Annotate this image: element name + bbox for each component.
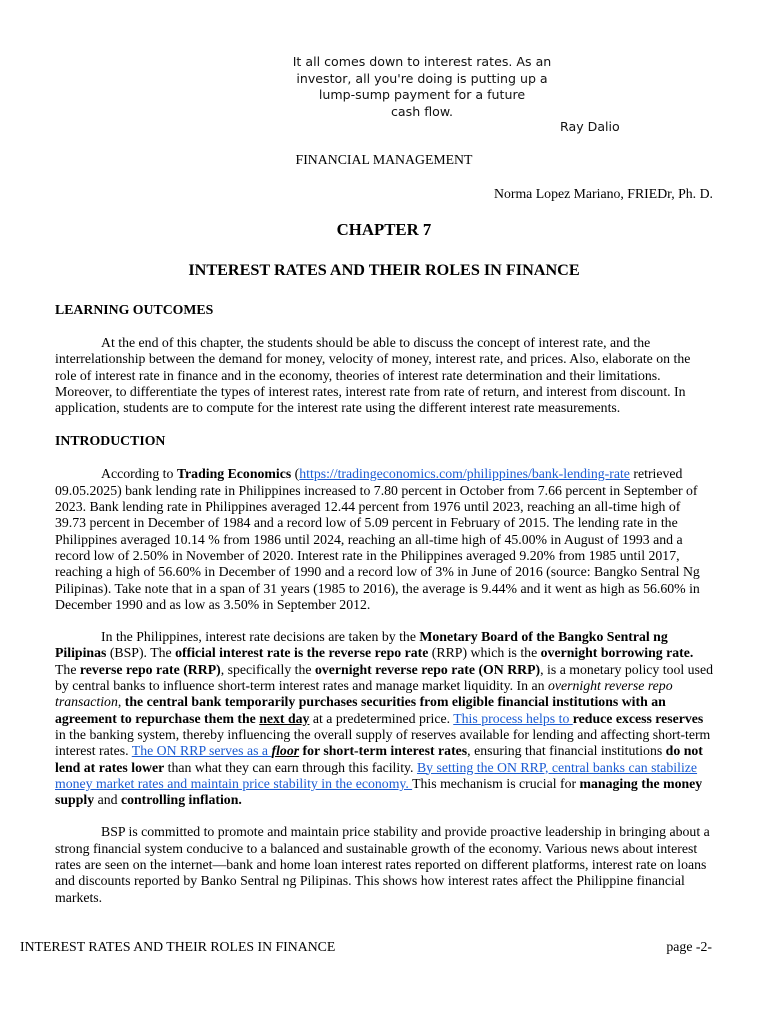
on-rrp-floor-link[interactable]: The ON RRP serves as a [131,743,272,759]
epigraph-quote [262,54,582,120]
intro-paragraph-1: According to Trading Economics (https://tradingeconomics.com/philippines/bank-lending-rate retrieved 09.05.2025) bank lending rate in Philippines increased to 7.80 percent in October from 7.66 percent in September of 2023. Bank lending rate in Philippines averaged 12.44 percent from 1976 until 2023, reaching an all-time high of 39.73 percent in December of 1984 and a record low of 5.09 percent in February of 2015. The lending rate in the Philippines averaged 10.14 % from 1986 until 2024, reaching an all-time high of 45.00% in August of 1993 and a record low of 2.50% in November of 2020. Interest rate in the Philippines averaged 9.20% from 1985 until 2017, reaching a high of 56.60% in December of 1990 and a record low of 3% in June of 2016 (source: Bangko Sentral Ng Pilipinas). Take note that in a span of 31 years (1985 to 2016), the average is 9.44% and it went as high as 56.60% in December 1990 and as low as 3.50% in September 2012. [55,466,700,612]
learning-outcomes-paragraph: At the end of this chapter, the students should be able to discuss the concept of interest rate, and the interrelationship between the demand for money, velocity of money, interest rate, and prices. Also, elaborate on the role of interest rate in finance and in the economy, theories of interest rate determination and their limitations. Moreover, to differentiate the types of interest rates, interest rate from rate of return, and interest from discount. In application, students are to compute for the interest rate using the different interest rate measurements. [55,335,691,416]
stabilize-link[interactable]: By setting the ON RRP, central banks can stabilize money market rates and maintain price stability in the economy. [55,759,698,791]
footer-chapter-title: INTEREST RATES AND THEIR ROLES IN FINANCE [20,939,336,954]
chapter-heading: CHAPTER 7 [336,220,432,239]
quote-line: lump-sump payment for a future [318,87,526,102]
course-title: FINANCIAL MANAGEMENT [295,152,473,167]
intro-paragraph-3: BSP is committed to promote and maintain price stability and provide proactive leadership in bringing about a strong financial system conducive to a balanced and sustainable growth of the economy. Various news about interest rates are seen on the internet—bank and home loan interest rates reported on different platforms, interest rate on loans and discounts reported by Banko Sentral ng Pilipinas. This shows how interest rates affect the Philippine financial markets. [55,824,710,905]
trading-economics-link[interactable]: https://tradingeconomics.com/philippines/bank-lending-rate [299,466,630,482]
introduction-heading: INTRODUCTION [55,433,166,449]
quote-line: investor, all you're doing is putting up a [296,70,548,86]
quote-line: It all comes down to interest rates. As an [292,54,552,69]
quote-line: cash flow. [391,103,453,119]
chapter-title: INTEREST RATES AND THEIR ROLES IN FINANCE [188,261,580,279]
body-content [55,301,713,906]
process-link[interactable]: This process helps to [453,710,573,726]
author-name: Norma Lopez Mariano, FRIEDr, Ph. D. [493,186,713,201]
intro-paragraph-2: In the Philippines, interest rate decisions are taken by the Monetary Board of the Bangko Sentral ng Pilipinas (BSP). The official interest rate is the reverse repo rate (RRP) which is the overnight borrowing rate. The reverse repo rate (RRP), specifically the overnight reverse repo rate (ON RRP), is a monetary policy tool used by central banks to influence short-term interest rates and manage market liquidity. In an overnight reverse repo transaction, the central bank temporarily purchases securities from eligible financial institutions with an agreement to repurchase them the next day at a predetermined price. This process helps to reduce excess reserves in the banking system, thereby influencing the overall supply of reserves available for lending and affecting short-term interest rates. The ON RRP serves as a floor for short-term interest rates, ensuring that financial institutions do not lend at rates lower than what they can earn through this facility. By setting the ON RRP, central banks can stabilize money market rates and maintain price stability in the economy. This mechanism is crucial for managing the money supply and controlling inflation. [55,629,713,808]
quote-author: Ray Dalio [560,119,620,134]
page-number: page -2- [666,939,712,954]
learning-outcomes-heading: LEARNING OUTCOMES [55,302,214,317]
